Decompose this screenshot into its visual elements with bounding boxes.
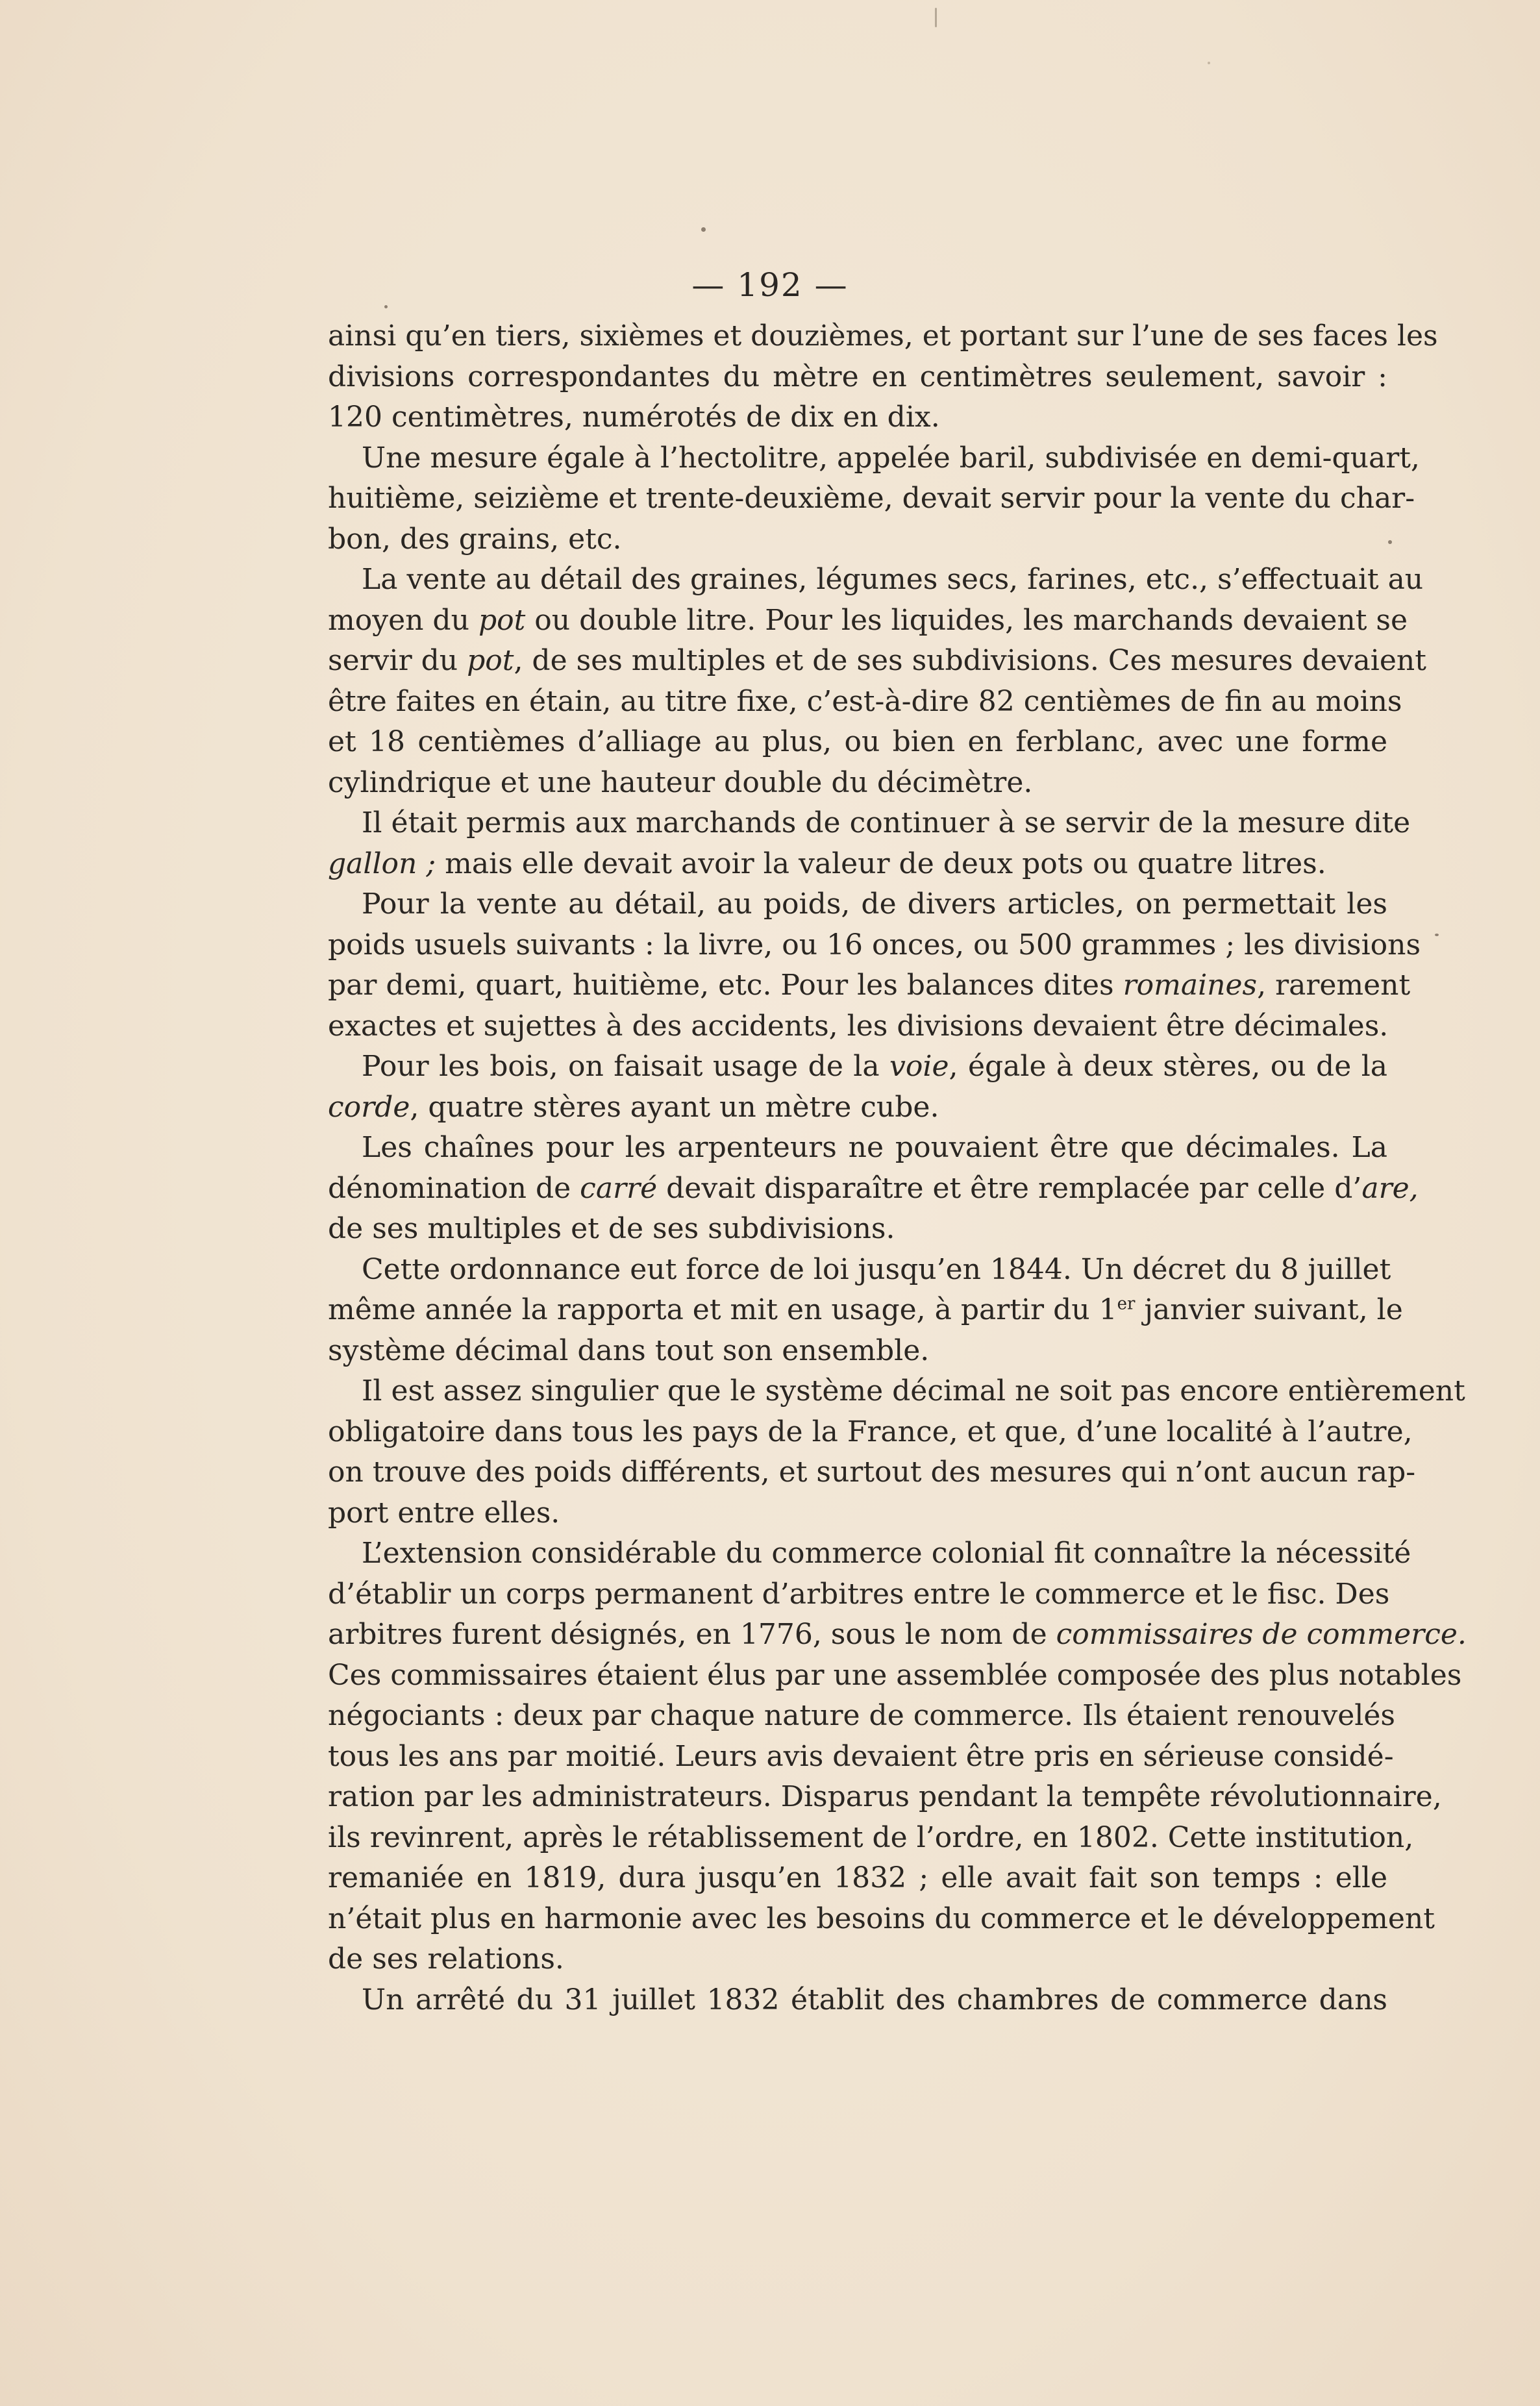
paper-speck: [1435, 934, 1439, 936]
text-line: [328, 1371, 1465, 1412]
text-line: [328, 1047, 1387, 1087]
text-line: [328, 1006, 1387, 1047]
text-segment: Pour les bois, on faisait usage de la: [362, 1050, 890, 1083]
text-segment: Les chaînes pour les arpenteurs ne pouvaient être que décimales. La: [362, 1131, 1387, 1164]
paper-speck: [384, 305, 388, 308]
paper-speck: [701, 227, 706, 232]
text-segment: Ces commissaires étaient élus par une assemblée composée des plus notables: [328, 1658, 1462, 1692]
text-line: [328, 1858, 1387, 1899]
text-line: [328, 1696, 1395, 1737]
text-segment: L’extension considérable du commerce colonial fit connaître la nécessité: [362, 1537, 1411, 1570]
text-segment: mais elle devait avoir la valeur de deux pots ou quatre litres.: [436, 847, 1326, 880]
text-line: [328, 357, 1387, 398]
text-line: [328, 1128, 1387, 1169]
text-line: [328, 1290, 1403, 1331]
text-segment: obligatoire dans tous les pays de la France, et que, d’une localité à l’autre,: [328, 1415, 1413, 1448]
superscript-text: er: [1117, 1294, 1136, 1314]
text-line: [328, 965, 1411, 1006]
text-line: [328, 1169, 1419, 1209]
paper-speck: [1388, 540, 1392, 544]
text-segment: Cette ordonnance eut force de loi jusqu’en 1844. Un décret du 8 juillet: [362, 1252, 1391, 1286]
text-line: [328, 844, 1387, 885]
text-segment: cylindrique et une hauteur double du décimètre.: [328, 765, 1033, 799]
italic-text: carré: [580, 1171, 658, 1205]
text-line: [328, 1087, 1387, 1128]
text-line: [328, 316, 1438, 357]
italic-text: are,: [1361, 1171, 1419, 1205]
text-line: [328, 1737, 1394, 1778]
text-line: [328, 641, 1426, 682]
text-line: [328, 803, 1411, 844]
text-segment: huitième, seizième et trente-deuxième, devait servir pour la vente du char-: [328, 482, 1415, 515]
page-number: — 192 —: [691, 266, 849, 304]
text-line: [328, 1980, 1387, 2021]
text-line: [328, 438, 1420, 479]
text-line: [328, 1656, 1462, 1696]
text-line: [328, 1452, 1416, 1493]
paper-speck: [1208, 62, 1210, 64]
text-segment: , rarement: [1257, 969, 1411, 1002]
text-segment: Une mesure égale à l’hectolitre, appelée baril, subdivisée en demi-quart,: [362, 441, 1420, 475]
text-segment: ration par les administrateurs. Disparus pendant la tempête révolutionnaire,: [328, 1780, 1442, 1813]
text-line: [328, 1331, 1387, 1372]
text-line: [328, 1533, 1411, 1574]
text-line: [328, 1939, 1387, 1980]
text-segment: Il est assez singulier que le système décimal ne soit pas encore entièrement: [362, 1374, 1465, 1408]
text-segment: négociants : deux par chaque nature de commerce. Ils étaient renouvelés: [328, 1699, 1395, 1732]
text-segment: port entre elles.: [328, 1496, 560, 1530]
text-segment: ou double litre. Pour les liquides, les marchands devaient se: [525, 603, 1408, 637]
text-segment: , de ses multiples et de ses subdivisions. Ces mesures devaient: [514, 644, 1426, 677]
text-segment: de ses relations.: [328, 1942, 564, 1976]
text-segment: , quatre stères ayant un mètre cube.: [410, 1090, 939, 1124]
italic-text: gallon ;: [328, 847, 436, 880]
italic-text: commissaires de commerce.: [1056, 1618, 1467, 1651]
text-segment: Un arrêté du 31 juillet 1832 établit des chambres de commerce dans: [362, 1983, 1387, 2016]
italic-text: pot: [478, 603, 526, 637]
text-segment: on trouve des poids différents, et surtout des mesures qui n’ont aucun rap-: [328, 1456, 1416, 1489]
text-segment: tous les ans par moitié. Leurs avis devaient être pris en sérieuse considé-: [328, 1739, 1394, 1773]
text-segment: 120 centimètres, numérotés de dix en dix.: [328, 401, 940, 434]
text-segment: par demi, quart, huitième, etc. Pour les balances dites: [328, 969, 1123, 1002]
text-segment: , égale à deux stères, ou de la: [949, 1050, 1387, 1083]
text-line: [328, 560, 1424, 601]
italic-text: voie: [889, 1050, 949, 1083]
text-line: [328, 601, 1408, 641]
text-segment: ils revinrent, après le rétablissement de l’ordre, en 1802. Cette institution,: [328, 1820, 1414, 1854]
text-segment: Pour la vente au détail, au poids, de divers articles, on permettait les: [362, 887, 1387, 921]
text-line: [328, 397, 1387, 438]
text-segment: moyen du: [328, 603, 478, 637]
text-line: [328, 925, 1421, 966]
text-line: [328, 763, 1387, 804]
text-line: [328, 1412, 1413, 1453]
italic-text: romaines: [1123, 969, 1258, 1002]
italic-text: pot: [467, 644, 514, 677]
text-segment: être faites en étain, au titre fixe, c’est-à-dire 82 centièmes de fin au moins: [328, 684, 1402, 718]
text-line: [328, 1250, 1391, 1291]
text-line: [328, 884, 1387, 925]
paper-speck: [935, 8, 937, 27]
text-line: [328, 1818, 1414, 1859]
text-segment: remaniée en 1819, dura jusqu’en 1832 ; elle avait fait son temps : elle: [328, 1861, 1387, 1894]
text-segment: système décimal dans tout son ensemble.: [328, 1333, 930, 1367]
text-line: [328, 478, 1415, 519]
text-segment: arbitres furent désignés, en 1776, sous le nom de: [328, 1618, 1056, 1651]
text-segment: bon, des grains, etc.: [328, 522, 622, 556]
text-segment: La vente au détail des graines, légumes secs, farines, etc., s’effectuait au: [362, 563, 1424, 596]
text-segment: servir du: [328, 644, 467, 677]
text-segment: exactes et sujettes à des accidents, les divisions devaient être décimales.: [328, 1009, 1389, 1043]
italic-text: corde: [328, 1090, 410, 1124]
text-segment: de ses multiples et de ses subdivisions.: [328, 1212, 895, 1245]
text-line: [328, 519, 1387, 560]
text-segment: n’était plus en harmonie avec les besoins du commerce et le développement: [328, 1902, 1435, 1935]
text-segment: Il était permis aux marchands de continuer à se servir de la mesure dite: [362, 806, 1411, 839]
body-text: [328, 316, 1467, 2020]
text-segment: ainsi qu’en tiers, sixièmes et douzièmes, et portant sur l’une de ses faces les: [328, 319, 1438, 353]
text-segment: divisions correspondantes du mètre en centimètres seulement, savoir :: [328, 360, 1387, 393]
text-segment: poids usuels suivants : la livre, ou 16 onces, ou 500 grammes ; les divisions: [328, 928, 1421, 961]
text-line: [328, 722, 1387, 763]
text-line: [328, 1574, 1390, 1615]
text-segment: même année la rapporta et mit en usage, à partir du 1: [328, 1293, 1117, 1326]
text-segment: d’établir un corps permanent d’arbitres entre le commerce et le fisc. Des: [328, 1577, 1390, 1611]
text-segment: et 18 centièmes d’alliage au plus, ou bien en ferblanc, avec une forme: [328, 725, 1387, 758]
text-segment: janvier suivant, le: [1135, 1293, 1403, 1326]
text-line: [328, 682, 1402, 723]
text-segment: dénomination de: [328, 1171, 580, 1205]
text-segment: devait disparaître et être remplacée par celle d’: [657, 1171, 1362, 1205]
text-line: [328, 1615, 1467, 1656]
text-line: [328, 1777, 1442, 1818]
text-line: [328, 1209, 1387, 1250]
text-line: [328, 1899, 1435, 1940]
text-line: [328, 1493, 1387, 1534]
